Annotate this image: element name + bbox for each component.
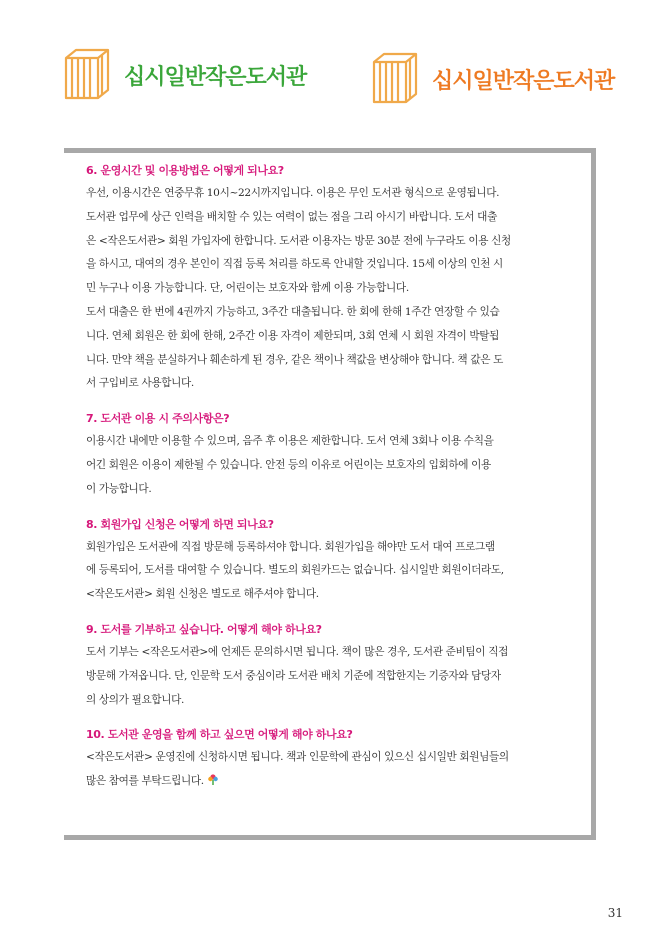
faq-section-10: [86, 724, 582, 796]
faq-question: 9. 도서를 기부하고 싶습니다. 어떻게 해야 하나요?: [86, 622, 322, 636]
faq-section-8: [86, 514, 582, 607]
faq-answer: <작은도서관> 운영진에 신청하시면 됩니다. 책과 인문학에 관심이 있으신 십시일반 회원님들의 많은 참여를 부탁드립니다.: [86, 746, 582, 796]
faq-answer: 회원가입은 도서관에 직접 방문해 등록하셔야 합니다. 회원가입을 해야만 도서 대여 프로그램 에 등록되어, 도서를 대여할 수 있습니다. 별도의 회원카드는 없습니다. 십시일반 회원이더라도, <작은도서관> 회원 신청은 별도로 해주셔야 합니다.: [86, 540, 504, 601]
faq-question: 8. 회원가입 신청은 어떻게 하면 되나요?: [86, 517, 274, 531]
logo-title: 십시일반작은도서관: [124, 64, 307, 90]
library-logo-orange: [368, 48, 614, 106]
faq-section-9: [86, 619, 582, 712]
faq-question: 10. 도서관 운영을 함께 하고 싶으면 어떻게 해야 하나요?: [86, 728, 353, 742]
faq-section-7: [86, 408, 582, 501]
faq-question: 6. 운영시간 및 이용방법은 어떻게 되나요?: [86, 164, 284, 177]
page-number: 31: [607, 906, 623, 920]
faq-answer: 도서 기부는 <작은도서관>에 언제든 문의하시면 됩니다. 책이 많은 경우, 도서관 준비팀이 직접 방문해 가져옵니다. 단, 인문학 도서 중심이라 도서관 배치 기준에 적합한지는 기증자와 담당자 의 상의가 필요합니다.: [86, 645, 508, 706]
faq-question: 7. 도서관 이용 시 주의사항은?: [86, 412, 230, 426]
faq-content: [86, 160, 582, 808]
book-stack-icon: [60, 44, 116, 102]
flower-sticker-icon: [207, 772, 219, 796]
library-logo-green: [60, 44, 306, 102]
faq-answer: 이용시간 내에만 이용할 수 있으며, 음주 후 이용은 제한합니다. 도서 연체 3회나 이용 수칙을 어긴 회원은 이용이 제한될 수 있습니다. 안전 등의 이유로 어린이는 보호자의 입회하에 이용 이 가능합니다.: [86, 435, 494, 495]
logo-title: 십시일반작은도서관: [432, 68, 615, 94]
faq-section-6: [86, 160, 582, 396]
faq-answer: 우선, 이용시간은 연중무휴 10시~22시까지입니다. 이용은 무인 도서관 형식으로 운영됩니다. 도서관 업무에 상근 인력을 배치할 수 있는 여력이 없는 점을 그리 아시기 바랍니다. 도서 대출 은 <작은도서관> 회원 가입자에 한합니다. 도서관 이용자는 방문 30분 전에 누구라도 이용 신청 을 하시고, 대여의 경우 본인이 직접 등록 처리를 하도록 안내할 것입니다. 15세 이상의 인천 시 민 누구나 이용 가능합니다. 단, 어린이는 보호자와 함께 이용 가능합니다. 도서 대출은 한 번에 4권까지 가능하고, 3주간 대출됩니다. 한 회에 한해 1주간 연장할 수 있습 니다. 연체 회원은 한 회에 한해, 2주간 이용 자격이 제한되며, 3회 연체 시 회원 자격이 박탈됩 니다. 만약 책을 분실하거나 훼손하게 된 경우, 같은 책이나 책값을 변상해야 합니다. 책 값은 도 서 구입비로 사용합니다.: [86, 187, 511, 390]
book-stack-icon: [368, 48, 424, 106]
page-header: [0, 0, 665, 145]
faq-answer-last-line: 많은 참여를 부탁드립니다.: [86, 770, 582, 796]
